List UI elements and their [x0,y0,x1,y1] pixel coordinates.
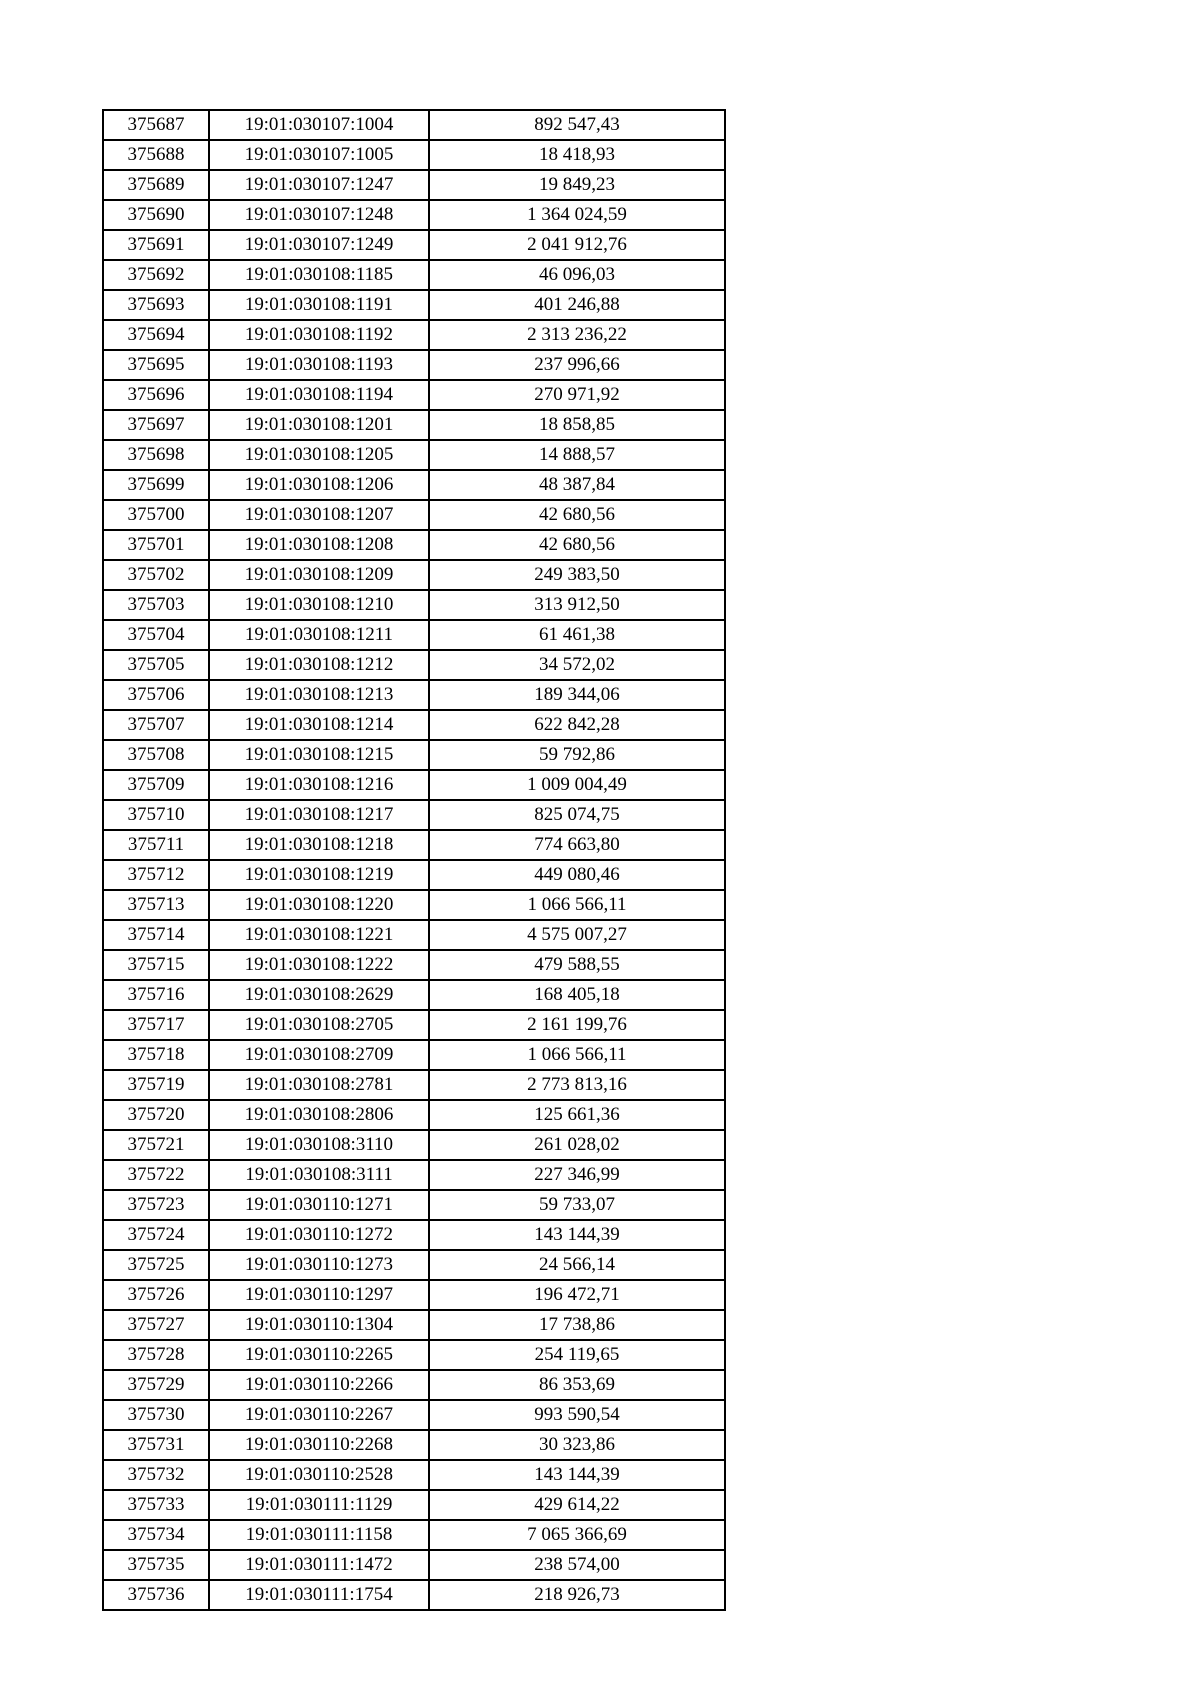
row-number-cell: 375703 [103,590,209,620]
row-number-cell: 375708 [103,740,209,770]
table-row [103,560,725,590]
table-row [103,1100,725,1130]
value-cell: 1 364 024,59 [429,200,725,230]
table-row [103,380,725,410]
cadastral-number-cell: 19:01:030107:1248 [209,200,429,230]
table-row [103,980,725,1010]
value-cell: 249 383,50 [429,560,725,590]
cadastral-number-cell: 19:01:030108:2629 [209,980,429,1010]
row-number-cell: 375698 [103,440,209,470]
value-cell: 622 842,28 [429,710,725,740]
table-row [103,410,725,440]
row-number-cell: 375694 [103,320,209,350]
row-number-cell: 375716 [103,980,209,1010]
value-cell: 401 246,88 [429,290,725,320]
row-number-cell: 375695 [103,350,209,380]
table-row [103,770,725,800]
table-row [103,1160,725,1190]
cadastral-number-cell: 19:01:030107:1247 [209,170,429,200]
table-row [103,1190,725,1220]
value-cell: 18 858,85 [429,410,725,440]
value-cell: 46 096,03 [429,260,725,290]
row-number-cell: 375722 [103,1160,209,1190]
table-row [103,230,725,260]
value-cell: 86 353,69 [429,1370,725,1400]
row-number-cell: 375731 [103,1430,209,1460]
cadastral-number-cell: 19:01:030110:1304 [209,1310,429,1340]
table-row [103,1220,725,1250]
value-cell: 825 074,75 [429,800,725,830]
row-number-cell: 375729 [103,1370,209,1400]
row-number-cell: 375687 [103,110,209,140]
table-row [103,1310,725,1340]
row-number-cell: 375726 [103,1280,209,1310]
value-cell: 449 080,46 [429,860,725,890]
value-cell: 61 461,38 [429,620,725,650]
row-number-cell: 375714 [103,920,209,950]
value-cell: 14 888,57 [429,440,725,470]
value-cell: 196 472,71 [429,1280,725,1310]
table-row [103,500,725,530]
cadastral-number-cell: 19:01:030108:3110 [209,1130,429,1160]
table-row [103,1400,725,1430]
table-row [103,950,725,980]
row-number-cell: 375717 [103,1010,209,1040]
cadastral-number-cell: 19:01:030108:1210 [209,590,429,620]
cadastral-number-cell: 19:01:030107:1004 [209,110,429,140]
value-cell: 34 572,02 [429,650,725,680]
cadastral-number-cell: 19:01:030110:1272 [209,1220,429,1250]
value-cell: 24 566,14 [429,1250,725,1280]
row-number-cell: 375689 [103,170,209,200]
cadastral-number-cell: 19:01:030108:1222 [209,950,429,980]
cadastral-value-table [102,109,726,1611]
row-number-cell: 375725 [103,1250,209,1280]
table-row [103,1460,725,1490]
table-row [103,290,725,320]
row-number-cell: 375728 [103,1340,209,1370]
table-row [103,1070,725,1100]
cadastral-number-cell: 19:01:030107:1249 [209,230,429,260]
value-cell: 143 144,39 [429,1460,725,1490]
cadastral-number-cell: 19:01:030110:2528 [209,1460,429,1490]
cadastral-number-cell: 19:01:030108:3111 [209,1160,429,1190]
value-cell: 313 912,50 [429,590,725,620]
value-cell: 218 926,73 [429,1580,725,1610]
value-cell: 59 792,86 [429,740,725,770]
row-number-cell: 375690 [103,200,209,230]
row-number-cell: 375709 [103,770,209,800]
value-cell: 479 588,55 [429,950,725,980]
value-cell: 2 041 912,76 [429,230,725,260]
row-number-cell: 375706 [103,680,209,710]
value-cell: 1 009 004,49 [429,770,725,800]
table-row [103,530,725,560]
cadastral-number-cell: 19:01:030108:1212 [209,650,429,680]
value-cell: 2 313 236,22 [429,320,725,350]
row-number-cell: 375707 [103,710,209,740]
table-row [103,1370,725,1400]
value-cell: 168 405,18 [429,980,725,1010]
table-row [103,710,725,740]
row-number-cell: 375692 [103,260,209,290]
table-row [103,860,725,890]
cadastral-number-cell: 19:01:030108:1215 [209,740,429,770]
value-cell: 18 418,93 [429,140,725,170]
cadastral-number-cell: 19:01:030111:1472 [209,1550,429,1580]
row-number-cell: 375719 [103,1070,209,1100]
cadastral-number-cell: 19:01:030107:1005 [209,140,429,170]
cadastral-number-cell: 19:01:030108:1211 [209,620,429,650]
cadastral-number-cell: 19:01:030108:1220 [209,890,429,920]
row-number-cell: 375693 [103,290,209,320]
cadastral-number-cell: 19:01:030111:1129 [209,1490,429,1520]
cadastral-number-cell: 19:01:030108:1192 [209,320,429,350]
value-cell: 30 323,86 [429,1430,725,1460]
value-cell: 1 066 566,11 [429,890,725,920]
value-cell: 238 574,00 [429,1550,725,1580]
cadastral-number-cell: 19:01:030108:2806 [209,1100,429,1130]
table-row [103,590,725,620]
value-cell: 4 575 007,27 [429,920,725,950]
cadastral-number-cell: 19:01:030108:1207 [209,500,429,530]
table-row [103,680,725,710]
row-number-cell: 375710 [103,800,209,830]
cadastral-number-cell: 19:01:030108:1218 [209,830,429,860]
row-number-cell: 375727 [103,1310,209,1340]
table-row [103,1430,725,1460]
table-row [103,440,725,470]
table-row [103,1550,725,1580]
value-cell: 429 614,22 [429,1490,725,1520]
row-number-cell: 375735 [103,1550,209,1580]
table-row [103,200,725,230]
row-number-cell: 375732 [103,1460,209,1490]
row-number-cell: 375724 [103,1220,209,1250]
cadastral-number-cell: 19:01:030110:2265 [209,1340,429,1370]
table-row [103,1580,725,1610]
value-cell: 1 066 566,11 [429,1040,725,1070]
cadastral-number-cell: 19:01:030108:1209 [209,560,429,590]
table-row [103,1010,725,1040]
cadastral-number-cell: 19:01:030108:1205 [209,440,429,470]
row-number-cell: 375730 [103,1400,209,1430]
cadastral-number-cell: 19:01:030108:2781 [209,1070,429,1100]
table-row [103,470,725,500]
cadastral-number-cell: 19:01:030108:1217 [209,800,429,830]
table-row [103,320,725,350]
table-body [103,110,725,1610]
cadastral-number-cell: 19:01:030108:1221 [209,920,429,950]
row-number-cell: 375696 [103,380,209,410]
row-number-cell: 375705 [103,650,209,680]
table-row [103,170,725,200]
cadastral-number-cell: 19:01:030108:1216 [209,770,429,800]
table-row [103,920,725,950]
value-cell: 189 344,06 [429,680,725,710]
cadastral-number-cell: 19:01:030110:1271 [209,1190,429,1220]
row-number-cell: 375700 [103,500,209,530]
cadastral-number-cell: 19:01:030110:1297 [209,1280,429,1310]
cadastral-number-cell: 19:01:030108:2709 [209,1040,429,1070]
value-cell: 125 661,36 [429,1100,725,1130]
value-cell: 59 733,07 [429,1190,725,1220]
table-row [103,800,725,830]
table-row [103,1130,725,1160]
row-number-cell: 375721 [103,1130,209,1160]
table-row [103,1490,725,1520]
row-number-cell: 375723 [103,1190,209,1220]
table-row [103,1250,725,1280]
cadastral-number-cell: 19:01:030110:2266 [209,1370,429,1400]
value-cell: 993 590,54 [429,1400,725,1430]
table-row [103,740,725,770]
table-row [103,830,725,860]
row-number-cell: 375736 [103,1580,209,1610]
value-cell: 7 065 366,69 [429,1520,725,1550]
cadastral-number-cell: 19:01:030110:2268 [209,1430,429,1460]
value-cell: 143 144,39 [429,1220,725,1250]
cadastral-number-cell: 19:01:030108:1213 [209,680,429,710]
cadastral-number-cell: 19:01:030108:1214 [209,710,429,740]
row-number-cell: 375701 [103,530,209,560]
value-cell: 48 387,84 [429,470,725,500]
row-number-cell: 375704 [103,620,209,650]
cadastral-number-cell: 19:01:030108:2705 [209,1010,429,1040]
value-cell: 254 119,65 [429,1340,725,1370]
cadastral-number-cell: 19:01:030108:1193 [209,350,429,380]
table-row [103,140,725,170]
row-number-cell: 375711 [103,830,209,860]
cadastral-number-cell: 19:01:030108:1201 [209,410,429,440]
row-number-cell: 375733 [103,1490,209,1520]
row-number-cell: 375715 [103,950,209,980]
row-number-cell: 375713 [103,890,209,920]
value-cell: 42 680,56 [429,500,725,530]
row-number-cell: 375720 [103,1100,209,1130]
value-cell: 42 680,56 [429,530,725,560]
row-number-cell: 375718 [103,1040,209,1070]
table-row [103,650,725,680]
cadastral-number-cell: 19:01:030110:1273 [209,1250,429,1280]
value-cell: 17 738,86 [429,1310,725,1340]
document-table-container [102,109,726,1611]
table-row [103,890,725,920]
table-row [103,1280,725,1310]
cadastral-number-cell: 19:01:030108:1185 [209,260,429,290]
value-cell: 2 161 199,76 [429,1010,725,1040]
row-number-cell: 375688 [103,140,209,170]
value-cell: 19 849,23 [429,170,725,200]
table-row [103,260,725,290]
table-row [103,620,725,650]
cadastral-number-cell: 19:01:030108:1208 [209,530,429,560]
value-cell: 2 773 813,16 [429,1070,725,1100]
cadastral-number-cell: 19:01:030111:1754 [209,1580,429,1610]
row-number-cell: 375691 [103,230,209,260]
value-cell: 227 346,99 [429,1160,725,1190]
value-cell: 261 028,02 [429,1130,725,1160]
cadastral-number-cell: 19:01:030111:1158 [209,1520,429,1550]
table-row [103,1340,725,1370]
row-number-cell: 375699 [103,470,209,500]
value-cell: 270 971,92 [429,380,725,410]
value-cell: 774 663,80 [429,830,725,860]
cadastral-number-cell: 19:01:030108:1206 [209,470,429,500]
value-cell: 237 996,66 [429,350,725,380]
cadastral-number-cell: 19:01:030108:1194 [209,380,429,410]
table-row [103,1520,725,1550]
table-row [103,1040,725,1070]
row-number-cell: 375697 [103,410,209,440]
cadastral-number-cell: 19:01:030108:1219 [209,860,429,890]
table-row [103,350,725,380]
row-number-cell: 375702 [103,560,209,590]
cadastral-number-cell: 19:01:030110:2267 [209,1400,429,1430]
row-number-cell: 375712 [103,860,209,890]
value-cell: 892 547,43 [429,110,725,140]
table-row [103,110,725,140]
row-number-cell: 375734 [103,1520,209,1550]
cadastral-number-cell: 19:01:030108:1191 [209,290,429,320]
